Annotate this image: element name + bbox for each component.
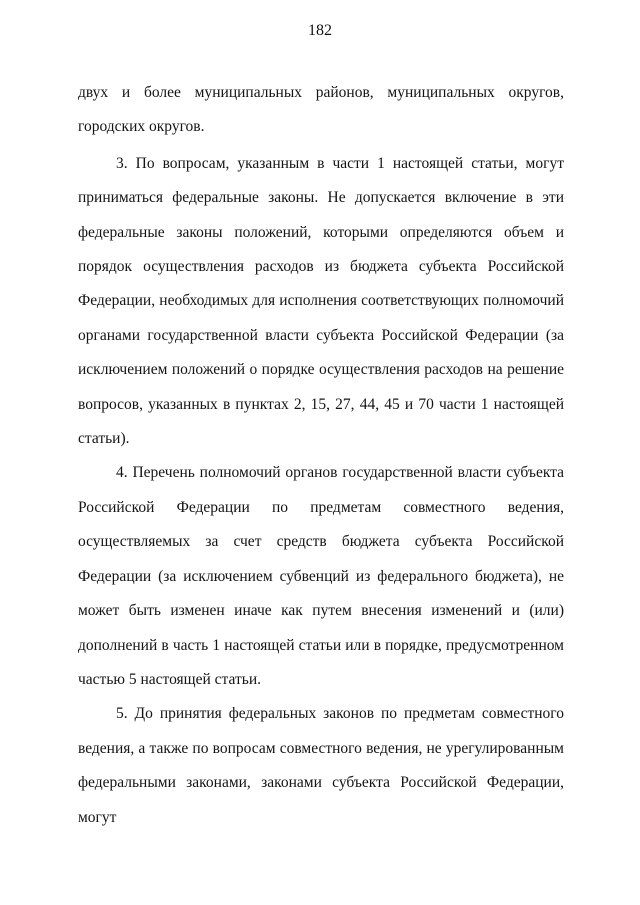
paragraph-item-4: 4. Перечень полномочий органов государственной власти субъекта Российской Федерации по предметам совместного ведения, осуществляемых за счет средств бюджета субъекта Российской Федерации (за исключением субвенций из федерального бюджета), не может быть изменен иначе как путем внесения изменений и (или) дополнений в часть 1 настоящей статьи или в порядке, предусмотренном частью 5 настоящей статьи. — [78, 464, 564, 688]
paragraph-item-3: 3. По вопросам, указанным в части 1 настоящей статьи, могут приниматься федеральные законы. Не допускается включение в эти федеральные законы положений, которыми определяются объем и порядок осуществления расходов из бюджета субъекта Российской Федерации, необходимых для исполнения соответствующих полномочий органами государственной власти субъекта Российской Федерации (за исключением положений о порядке осуществления расходов на решение вопросов, указанных в пунктах 2, 15, 27, 44, 45 и 70 части 1 настоящей статьи). — [78, 154, 564, 448]
paragraph-continuation: двух и более муниципальных районов, муниципальных округов, городских округов. — [78, 84, 564, 136]
document-body — [78, 76, 564, 835]
paragraph-item-5: 5. До принятия федеральных законов по предметам совместного ведения, а также по вопросам совместного ведения, не урегулированным федеральными законами, законами субъекта Российской Федерации, могут — [78, 705, 564, 826]
page-number: 182 — [308, 22, 332, 39]
